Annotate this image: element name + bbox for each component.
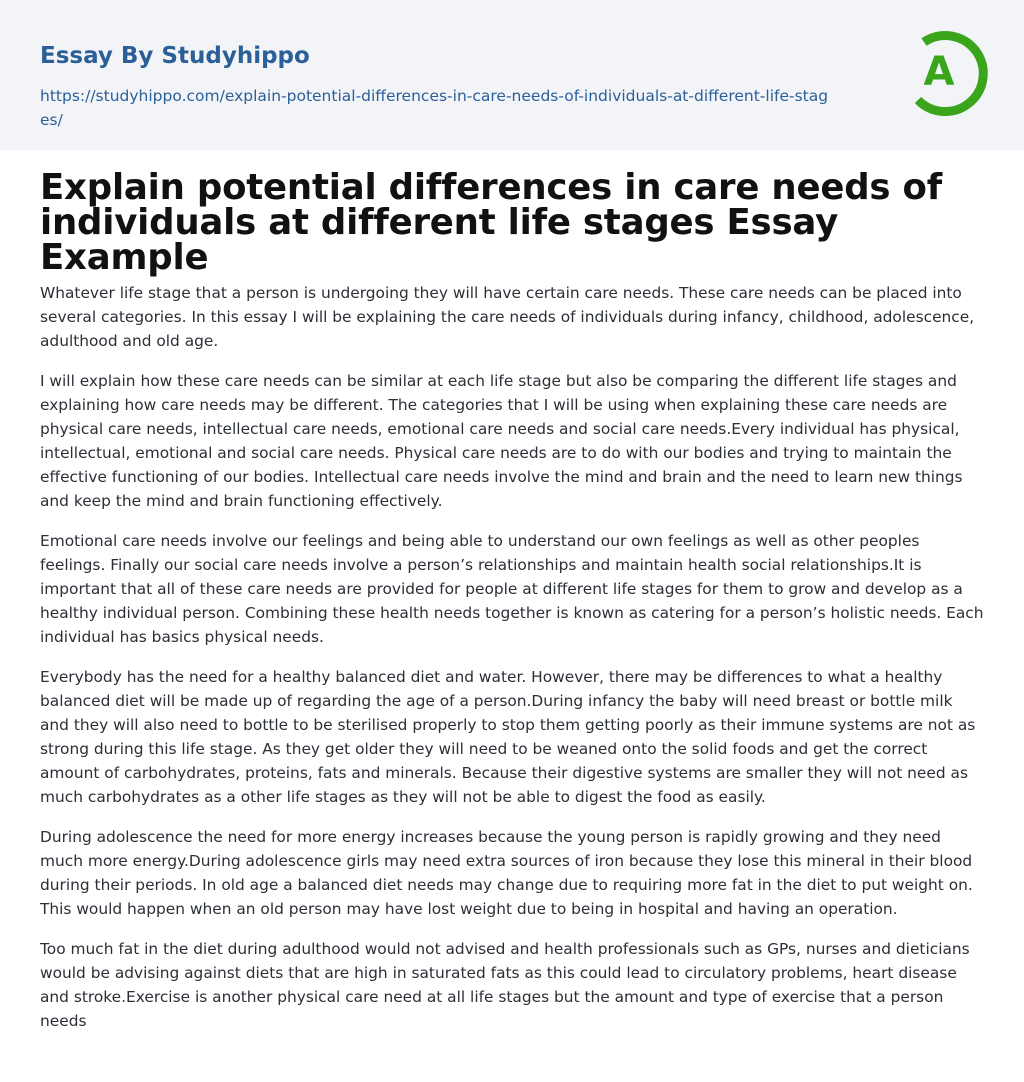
site-brand[interactable]: Essay By Studyhippo [40, 43, 310, 69]
article-paragraph-2: I will explain how these care needs can be similar at each life stage but also be comparing the different life stages and explaining how care needs may be different. The categories that I will be using when explaining these care needs are physical care needs, intellectual care needs, emotional care needs and social care needs.Every individual has physical, intellectual, emotional and social care needs. Physical care needs are to do with our bodies and trying to maintain the effective functioning of our bodies. Intellectual care needs involve the mind and brain and the need to learn new things and keep the mind and brain functioning effectively. [40, 372, 963, 510]
article-title: Explain potential differences in care needs of individuals at different life stages Essay Example [40, 167, 942, 278]
logo-letter: A [923, 49, 955, 95]
article-paragraph-5: During adolescence the need for more energy increases because the young person is rapidly growing and they need much more energy.During adolescence girls may need extra sources of iron because they lose this mineral in their blood during their periods. In old age a balanced diet needs may change due to requiring more fat in the diet to put weight on. This would happen when an old person may have lost weight due to being in hospital and having an operation. [40, 828, 973, 918]
studyhippo-logo-icon[interactable] [904, 28, 988, 116]
article-paragraph-1: Whatever life stage that a person is undergoing they will have certain care needs. These care needs can be placed into several categories. In this essay I will be explaining the care needs of individuals during infancy, childhood, adolescence, adulthood and old age. [40, 284, 975, 350]
article [0, 150, 1024, 1033]
article-url-link[interactable]: https://studyhippo.com/explain-potential-differences-in-care-needs-of-individuals-at-different-life-stages/ [40, 87, 829, 129]
article-paragraph-4: Everybody has the need for a healthy balanced diet and water. However, there may be differences to what a healthy balanced diet will be made up of regarding the age of a person.During infancy the baby will need breast or bottle milk and they will also need to bottle to be sterilised properly to stop them getting poorly as their immune systems are not as strong during this life stage. As they get older they will need to be weaned onto the solid foods and get the correct amount of carbohydrates, proteins, fats and minerals. Because their digestive systems are smaller they will not need as much carbohydrates as a other life stages as they will not be able to digest the food as easily. [40, 668, 976, 806]
page-header [0, 0, 1024, 150]
article-paragraph-3: Emotional care needs involve our feelings and being able to understand our own feelings as well as other peoples feelings. Finally our social care needs involve a person’s relationships and maintain health social relationships.It is important that all of these care needs are provided for people at different life stages for them to grow and develop as a healthy individual person. Combining these health needs together is known as catering for a person’s holistic needs. Each individual has basics physical needs. [40, 532, 984, 646]
article-paragraph-6: Too much fat in the diet during adulthood would not advised and health professionals such as GPs, nurses and dieticians would be advising against diets that are high in saturated fats as this could lead to circulatory problems, heart disease and stroke.Exercise is another physical care need at all life stages but the amount and type of exercise that a person needs [40, 940, 970, 1030]
